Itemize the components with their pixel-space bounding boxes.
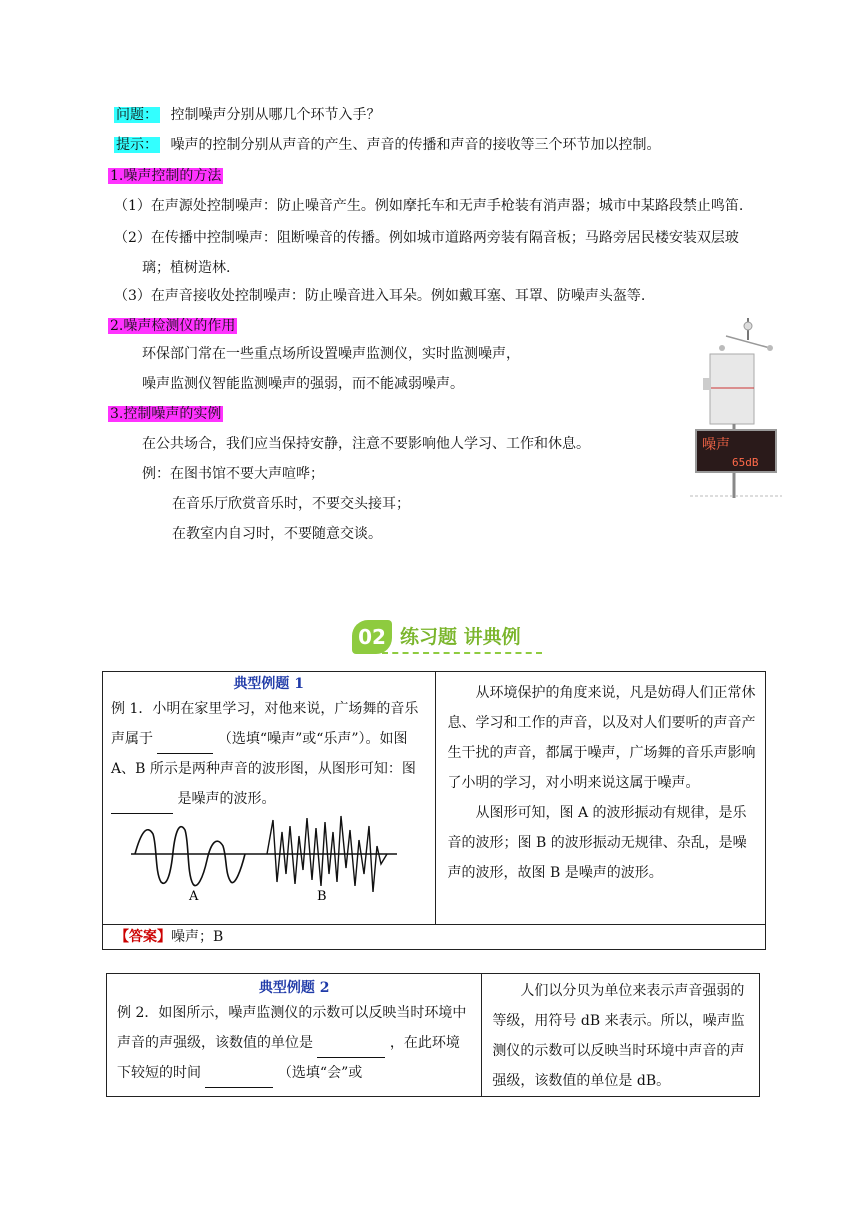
section1-heading [108, 166, 223, 186]
section1-heading-text: 1.噪声控制的方法 [110, 168, 222, 184]
example2-explain: 人们以分贝为单位来表示声音强弱的等级，用符号 dB 来表示。所以，噪声监测仪的示数可以反映当时环境中声音的声强级，该数值的单位是 dB。 [492, 983, 745, 1089]
section2-heading-text: 2.噪声检测仪的作用 [110, 318, 236, 334]
waveform-a-label: A [189, 889, 199, 902]
example2-q1: 例 2．如图所示，噪声监测仪的示数可以反映当时环境中声音的声强级，该数值的单位是 [117, 1005, 467, 1051]
section1-item: 璃；植树造林. [142, 260, 231, 276]
section3-line: 在公共场合，我们应当保持安静，注意不要影响他人学习、工作和休息。 [142, 436, 590, 452]
section-number-badge: 02 [352, 620, 392, 654]
answer-text: 噪声；B [171, 929, 224, 945]
section-banner-title: 练习题 讲典例 [400, 626, 521, 648]
example1-table [102, 671, 766, 950]
hint-text: 噪声的控制分别从声音的产生、声音的传播和声音的接收等三个环节加以控制。 [170, 137, 661, 153]
waveform-b-label: B [317, 889, 327, 902]
answer-label: 【答案】 [115, 929, 171, 945]
example2-question-cell [107, 974, 482, 1097]
example1-q1: 例 1．小明在家里学习，对他来说，广场舞的音乐声属于 [111, 701, 419, 747]
monitor-display-label: 噪声 [702, 437, 730, 453]
noise-monitor-image [690, 318, 782, 498]
example2-explanation-cell [482, 974, 760, 1097]
section2-heading [108, 316, 237, 336]
section2-line: 环保部门常在一些重点场所设置噪声监测仪，实时监测噪声， [142, 346, 520, 362]
waveform-figure [127, 812, 403, 902]
example2-blank-2[interactable] [205, 1071, 273, 1088]
example1-explain-p2: 从图形可知，图 A 的波形振动有规律，是乐音的波形；图 B 的波形振动无规律、杂乱，是噪声的波形，故图 B 是噪声的波形。 [447, 805, 747, 881]
section1-item: （1）在声源处控制噪声：防止噪音产生。例如摩托车和无声手枪装有消声器；城市中某路段禁止鸣笛. [114, 198, 744, 214]
section2-line: 噪声监测仪智能监测噪声的强弱，而不能减弱噪声。 [142, 376, 464, 392]
banner-divider [382, 652, 542, 654]
example1-explain-p1: 从环境保护的角度来说，凡是妨碍人们正常休息、学习和工作的声音，以及对人们要听的声音产生干扰的声音，都属于噪声，广场舞的音乐声影响了小明的学习，对小明来说这属于噪声。 [447, 685, 756, 791]
example2-blank-1[interactable] [317, 1041, 385, 1058]
example2-title: 典型例题 2 [258, 980, 330, 996]
example1-q3: 是噪声的波形。 [177, 791, 276, 807]
waveform-a [135, 827, 245, 886]
section1-item: （2）在传播中控制噪声：阻断噪音的传播。例如城市道路两旁装有隔音板；马路旁居民楼安装双层玻 [114, 230, 739, 246]
question-label: 问题： [116, 107, 158, 123]
question-line [114, 105, 380, 125]
section3-heading-text: 3.控制噪声的实例 [110, 406, 222, 422]
example1-explanation-cell [435, 672, 766, 925]
example2-q3: （选填“会”或 [277, 1065, 363, 1081]
example1-title: 典型例题 1 [233, 676, 305, 692]
section3-line: 在教室内自习时，不要随意交谈。 [172, 526, 382, 542]
section3-line: 在音乐厅欣赏音乐时，不要交头接耳； [172, 496, 410, 512]
section3-line: 例：在图书馆不要大声喧哗； [142, 466, 324, 482]
example2-q2: ，在此环境下较短的时间 [117, 1035, 460, 1081]
example1-question-cell [103, 672, 436, 925]
hint-label: 提示： [116, 137, 158, 153]
section1-item: （3）在声音接收处控制噪声：防止噪音进入耳朵。例如戴耳塞、耳罩、防噪声头盔等. [114, 288, 646, 304]
example1-question [103, 694, 435, 814]
hint-line [114, 135, 660, 155]
monitor-display-value: 65dB [732, 456, 759, 469]
example1-blank-1[interactable] [157, 737, 213, 754]
example1-q2: （选填“噪声”或“乐声”）。如图 A、B 所示是两种声音的波形图，从图形可知：图 [111, 731, 416, 777]
example2-question [107, 998, 481, 1088]
example2-table [106, 973, 760, 1097]
example1-answer-row [103, 925, 766, 950]
question-text: 控制噪声分别从哪几个环节入手？ [170, 107, 381, 123]
section3-heading [108, 404, 223, 424]
